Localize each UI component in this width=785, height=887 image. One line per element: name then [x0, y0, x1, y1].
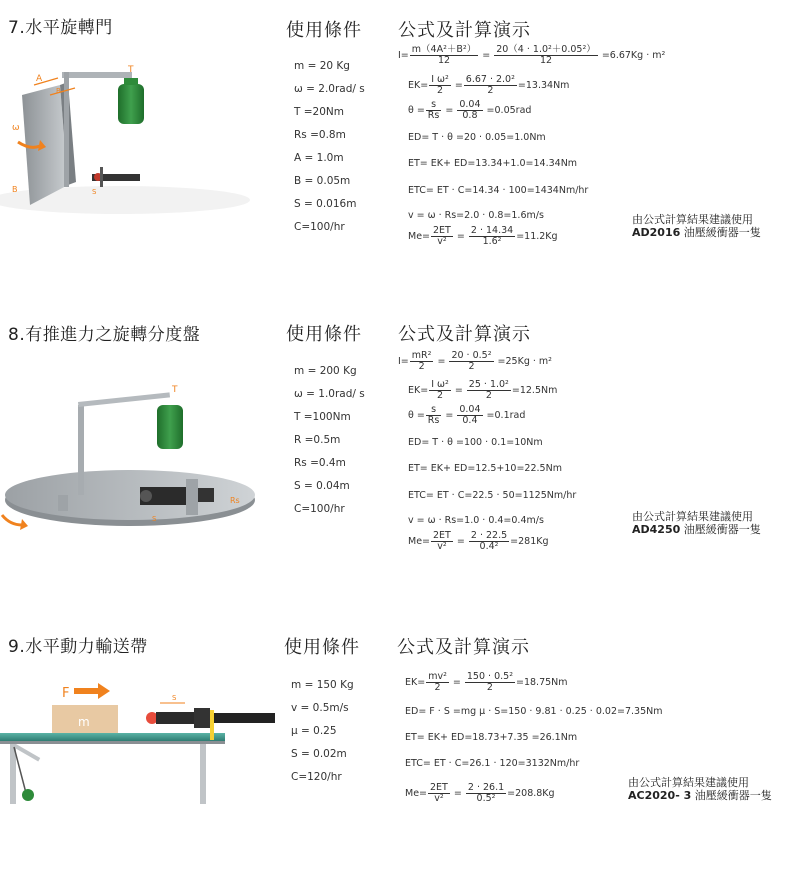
condition-item: T =20Nm: [294, 106, 344, 118]
condition-item: A = 1.0m: [294, 152, 344, 164]
formula-ed: ED= F · S =mg μ · S=150 · 9.81 · 0.25 · 0.02=7.35Nm: [405, 706, 663, 717]
formulas-header: 公式及計算演示: [398, 20, 531, 41]
recommend-model: AD4250: [632, 523, 681, 536]
label-rs: Rs: [230, 496, 240, 505]
formula-me: Me= $\frac{2ET}{\text{v²}}$ = $\frac{2 \cdot 26.1}{\text{0.5²}}$ =208.8Kg: [405, 782, 555, 804]
conditions-header: 使用條件: [286, 324, 362, 345]
formula-etc: ETC= ET · C=22.5 · 50=1125Nm/hr: [408, 490, 577, 501]
section-title: 7.水平旋轉門: [8, 18, 113, 38]
formula-v: v = ω · Rs=2.0 · 0.8=1.6m/s: [408, 210, 544, 221]
condition-item: S = 0.02m: [291, 748, 347, 760]
formula-v: v = ω · Rs=1.0 · 0.4=0.4m/s: [408, 515, 544, 526]
condition-item: m = 150 Kg: [291, 679, 354, 691]
condition-item: C=120/hr: [291, 771, 342, 783]
formula-ek: EK= $\frac{\text{mv²}}{2}$ = $\frac{\text{150 · 0.5²}}{2}$ =18.75Nm: [405, 671, 568, 693]
formula-etc: ETC= ET · C=14.34 · 100=1434Nm/hr: [408, 185, 589, 196]
condition-item: ω = 1.0rad/ s: [294, 388, 365, 400]
label-b-bottom: B: [12, 185, 18, 194]
recommendation: 由公式計算結果建議使用 AC2020- 3 油壓緩衝器一隻: [628, 776, 772, 802]
condition-item: S = 0.04m: [294, 480, 350, 492]
formula-ek: EK= $\frac{\text{I ω²}}{2}$ = $\frac{\text{6.67 · 2.0²}}{2}$ =13.34Nm: [408, 74, 570, 96]
formula-me: Me= $\frac{2ET}{\text{v²}}$ = $\frac{2 \cdot 14.34}{\text{1.6²}}$ =11.2Kg: [408, 225, 558, 247]
formula-etc: ETC= ET · C=26.1 · 120=3132Nm/hr: [405, 758, 580, 769]
formula-et: ET= EK+ ED=13.34+1.0=14.34Nm: [408, 158, 578, 169]
label-f: F: [62, 686, 70, 701]
label-s: S: [152, 515, 157, 523]
label-b-top: B: [56, 87, 61, 95]
recommendation: 由公式計算結果建議使用 AD4250 油壓緩衝器一隻: [632, 510, 761, 536]
recommend-model: AC2020- 3: [628, 789, 692, 802]
label-omega: ω: [12, 123, 20, 133]
recommendation: 由公式計算結果建議使用 AD2016 油壓緩衝器一隻: [632, 213, 761, 239]
formula-ed: ED= T · θ =20 · 0.05=1.0Nm: [408, 132, 546, 143]
indexing-table-diagram: [0, 375, 275, 545]
formula-me: Me= $\frac{2ET}{\text{v²}}$ = $\frac{2 \cdot 22.5}{\text{0.4²}}$ =281Kg: [408, 530, 549, 552]
label-s: S: [172, 694, 177, 702]
recommend-model: AD2016: [632, 226, 681, 239]
label-a: A: [36, 74, 43, 84]
formula-ek: EK= $\frac{\text{I ω²}}{2}$ = $\frac{\text{25 · 1.0²}}{2}$ =12.5Nm: [408, 379, 558, 401]
formula-inertia: I= $\frac{\text{m（4A²＋B²）}}{12}$ = $\frac{\text{20（4 · 1.0²＋0.05²）}}{12}$ =6.67Kg · m²: [398, 44, 666, 66]
formula-theta: θ = $\frac{s}{Rs}$ = $\frac{0.04}{0.8}$ =0.05rad: [408, 99, 532, 121]
condition-item: μ = 0.25: [291, 725, 337, 737]
formulas-header: 公式及計算演示: [397, 637, 530, 658]
formula-et: ET= EK+ ED=12.5+10=22.5Nm: [408, 463, 562, 474]
formula-inertia: I= $\frac{\text{mR²}}{2}$ = $\frac{\text{20 · 0.5²}}{2}$ =25Kg · m²: [398, 350, 552, 372]
condition-item: C=100/hr: [294, 503, 345, 515]
formula-theta: θ = $\frac{s}{Rs}$ = $\frac{0.04}{0.4}$ =0.1rad: [408, 404, 526, 426]
condition-item: T =100Nm: [294, 411, 351, 423]
condition-item: S = 0.016m: [294, 198, 357, 210]
label-s: S: [92, 188, 97, 196]
conditions-header: 使用條件: [284, 637, 360, 658]
condition-item: m = 20 Kg: [294, 60, 350, 72]
condition-item: m = 200 Kg: [294, 365, 357, 377]
rotating-door-diagram: [0, 50, 270, 220]
formula-et: ET= EK+ ED=18.73+7.35 =26.1Nm: [405, 732, 578, 743]
condition-item: C=100/hr: [294, 221, 345, 233]
formulas-header: 公式及計算演示: [398, 324, 531, 345]
condition-item: Rs =0.4m: [294, 457, 346, 469]
conditions-header: 使用條件: [286, 20, 362, 41]
condition-item: ω = 2.0rad/ s: [294, 83, 365, 95]
label-t: T: [172, 385, 178, 395]
conveyor-diagram: [0, 675, 275, 815]
section-title: 9.水平動力輸送帶: [8, 637, 148, 657]
condition-item: R =0.5m: [294, 434, 341, 446]
section-title: 8.有推進力之旋轉分度盤: [8, 325, 201, 345]
label-m: m: [78, 715, 90, 729]
label-t: T: [128, 65, 134, 75]
condition-item: Rs =0.8m: [294, 129, 346, 141]
condition-item: B = 0.05m: [294, 175, 351, 187]
formula-ed: ED= T · θ =100 · 0.1=10Nm: [408, 437, 543, 448]
condition-item: v = 0.5m/s: [291, 702, 349, 714]
